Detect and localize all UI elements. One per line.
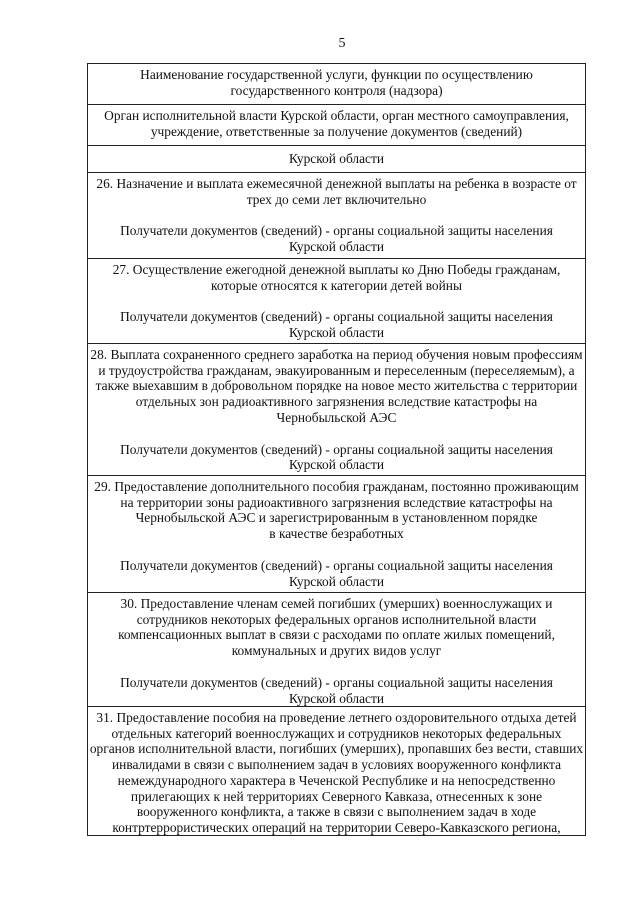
service-title-line: 28. Выплата сохраненного среднего заработка на период обучения новым профессиям	[90, 347, 583, 362]
service-title-line: вооруженного конфликта, а также в связи с выполнением задач в ходе	[136, 804, 537, 820]
services-table	[87, 63, 586, 836]
service-title-line: 30. Предоставление членам семей погибших (умерших) военнослужащих и	[120, 596, 553, 611]
recipient-line: Курской области	[288, 690, 385, 706]
service-title-line: компенсационных выплат в связи с расходами по оплате жилых помещений,	[118, 627, 555, 643]
service-row	[88, 344, 585, 476]
service-row	[88, 173, 585, 259]
service-title-line: отдельных зон радиоактивного загрязнения вследствие катастрофы на	[135, 394, 538, 410]
spacer	[88, 293, 585, 309]
service-title-line: инвалидами в связи с выполнением задач в условиях вооруженного конфликта	[111, 757, 562, 773]
service-title-line: отдельных категорий военнослужащих и сотрудников некоторых федеральных	[111, 725, 562, 741]
header-row	[88, 105, 585, 146]
recipient-line: Получатели документов (сведений) - органы социальной защиты населения	[120, 557, 553, 573]
recipient-line: Получатели документов (сведений) - органы социальной защиты населения	[120, 309, 553, 325]
service-title-line: в качестве безработных	[269, 526, 404, 542]
recipient-line: Курской области	[288, 457, 385, 473]
service-title-line: органов исполнительной власти, погибших (умерших), пропавших без вести, ставших	[89, 741, 584, 757]
service-title-line: трех до семи лет включительно	[246, 191, 427, 207]
service-title-line: которые относятся к категории детей войны	[211, 277, 462, 293]
header-row	[88, 64, 585, 105]
spacer	[88, 659, 585, 675]
service-title-line: 29. Предоставление дополнительного пособия гражданам, постоянно проживающим	[94, 479, 579, 494]
header-text-line: учреждение, ответственные за получение документов (сведений)	[150, 123, 523, 139]
service-title-line: коммунальных и других видов услуг	[231, 643, 442, 659]
service-title-line: контртеррористических операций на территории Северо-Кавказского региона,	[112, 819, 561, 835]
service-title-line: 27. Осуществление ежегодной денежной выплаты ко Дню Победы гражданам,	[112, 262, 561, 277]
service-title-line: 31. Предоставление пособия на проведение летнего оздоровительного отдыха детей	[96, 710, 577, 725]
service-title-line: на территории зоны радиоактивного загрязнения вследствие катастрофы на	[120, 494, 553, 510]
header-text-line: Наименование государственной услуги, функции по осуществлению	[140, 67, 533, 82]
service-title-line: немеждународного характера в Чеченской Республике и на непосредственно	[117, 772, 556, 788]
service-row	[88, 476, 585, 593]
service-title-line: сотрудников некоторых федеральных органов исполнительной власти	[136, 611, 537, 627]
service-title-line: Чернобыльской АЭС	[276, 409, 397, 425]
header-text-line: Курской области	[288, 151, 385, 166]
service-row	[88, 707, 585, 836]
spacer	[88, 426, 585, 442]
service-title-line: и трудоустройства гражданам, эвакуированным и переселенным (переселяемым), а	[98, 362, 575, 378]
recipient-line: Курской области	[288, 325, 385, 341]
spacer	[88, 207, 585, 223]
recipient-line: Курской области	[288, 573, 385, 589]
recipient-line: Получатели документов (сведений) - органы социальной защиты населения	[120, 223, 553, 239]
recipient-line: Получатели документов (сведений) - органы социальной защиты населения	[120, 674, 553, 690]
service-row	[88, 259, 585, 344]
recipient-line: Курской области	[288, 239, 385, 255]
recipient-line: Получатели документов (сведений) - органы социальной защиты населения	[120, 441, 553, 457]
service-row	[88, 593, 585, 707]
spacer	[88, 542, 585, 558]
service-title-line: Чернобыльской АЭС и зарегистрированным в установленном порядке	[135, 510, 538, 526]
header-text-line: государственного контроля (надзора)	[230, 82, 443, 98]
service-title-line: 26. Назначение и выплата ежемесячной денежной выплаты на ребенка в возрасте от	[96, 176, 577, 191]
service-title-line: также выехавшим в добровольном порядке на новое место жительства с территории	[95, 378, 578, 394]
page-number: 5	[338, 36, 346, 51]
service-title-line: прилегающих к ней территориях Северного Кавказа, отнесенных к зоне	[130, 788, 543, 804]
header-text-line: Орган исполнительной власти Курской области, орган местного самоуправления,	[104, 108, 569, 123]
header-row	[88, 146, 585, 173]
